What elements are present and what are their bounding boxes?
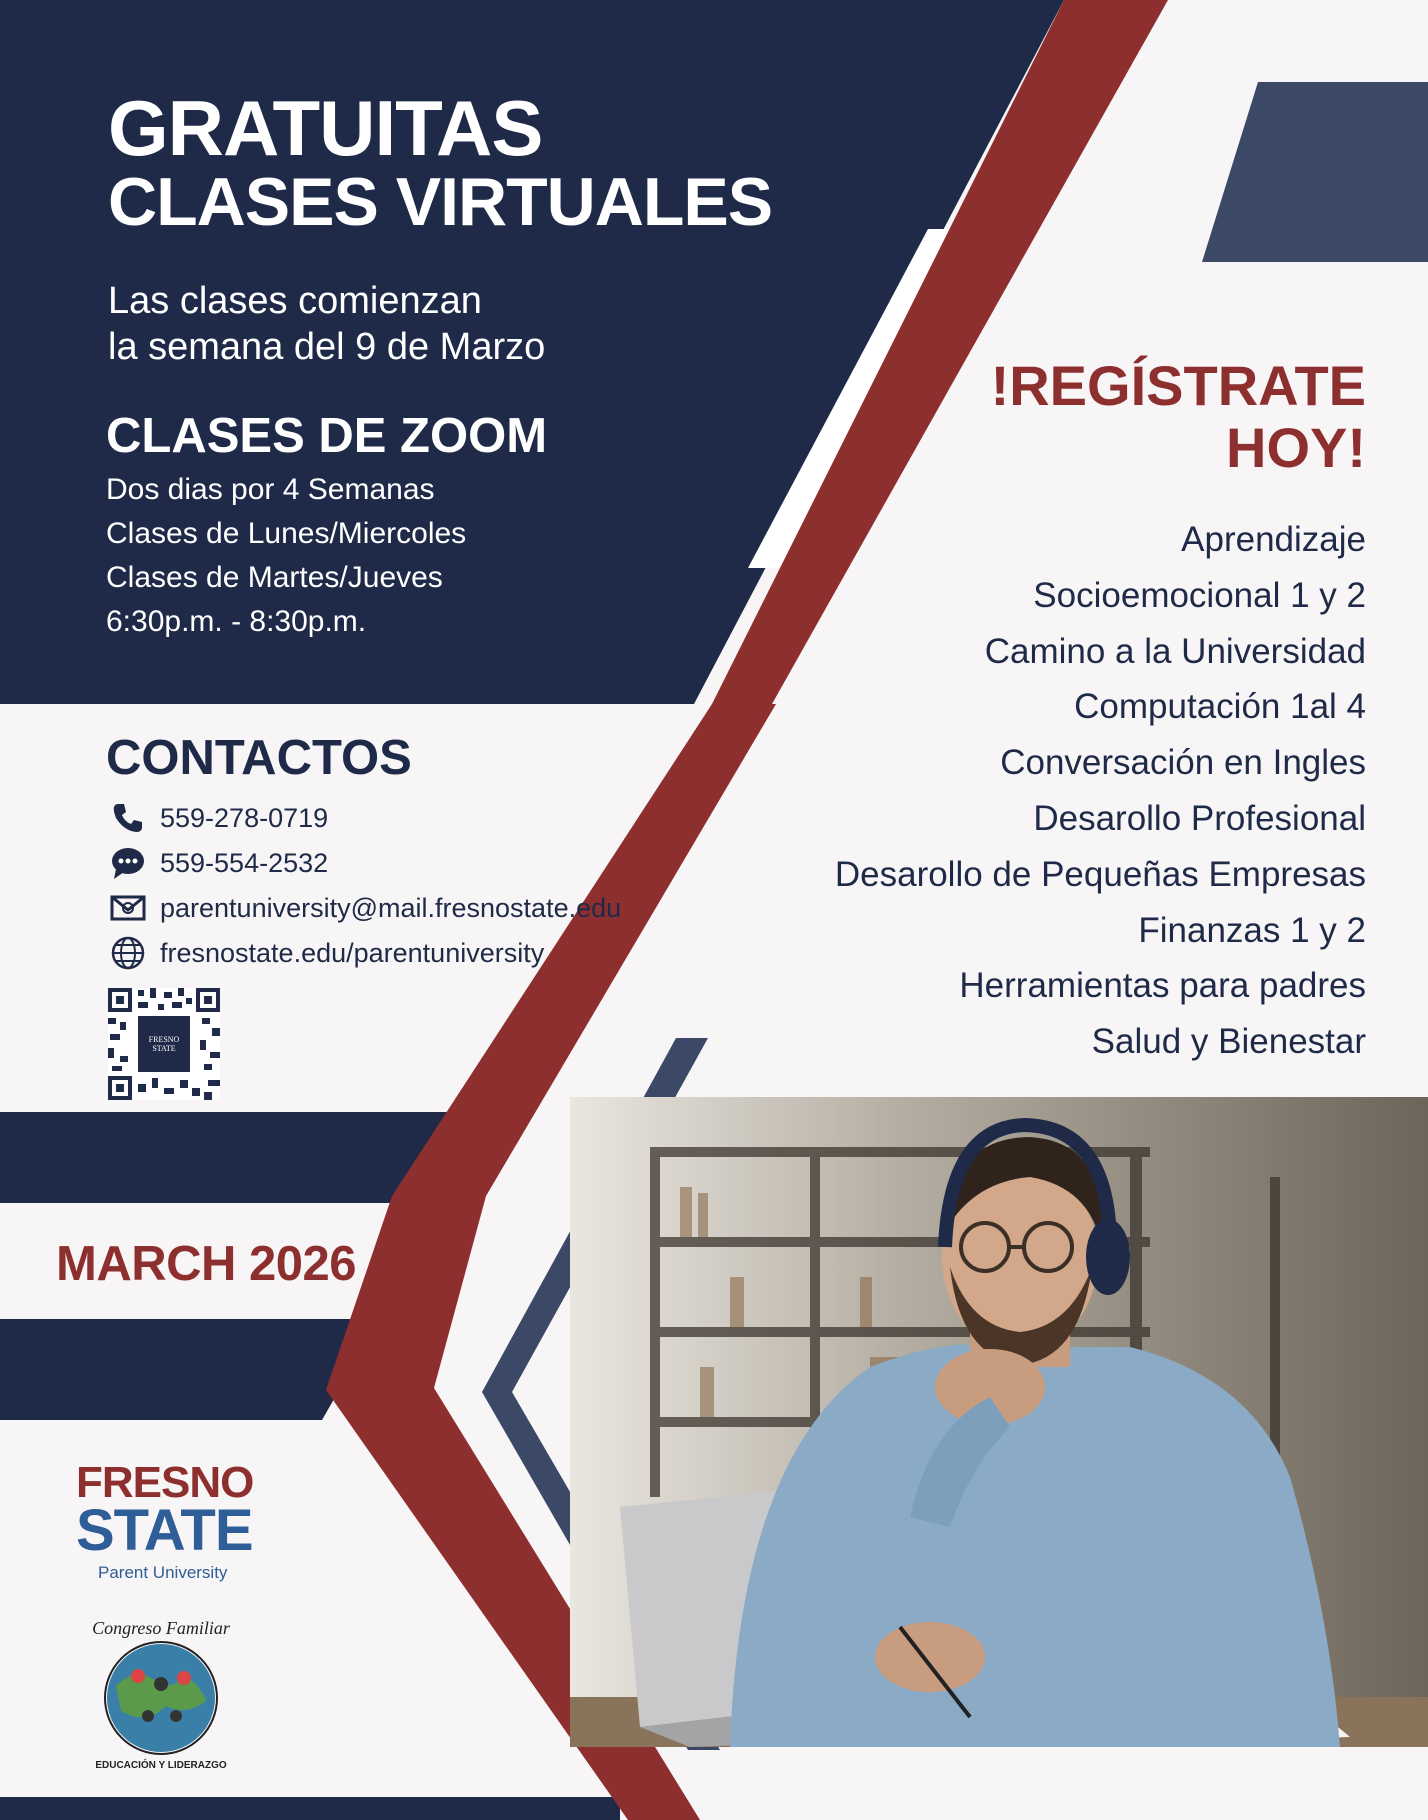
navy-band-lower bbox=[0, 1319, 380, 1420]
contact-phone-row bbox=[110, 800, 328, 836]
fresno-logo-line-2: STATE bbox=[76, 1498, 253, 1563]
phone-icon bbox=[110, 800, 146, 836]
course-item: Camino a la Universidad bbox=[984, 632, 1366, 671]
course-item: Aprendizaje bbox=[1181, 520, 1366, 559]
register-heading-line-2: HOY! bbox=[1226, 416, 1366, 479]
congreso-subtitle: EDUCACIÓN Y LIDERAZGO bbox=[95, 1760, 227, 1771]
contact-email-text[interactable]: parentuniversity@mail.fresnostate.edu bbox=[160, 892, 622, 923]
subtitle bbox=[108, 278, 545, 370]
chat-bubble-icon bbox=[110, 845, 146, 881]
congreso-title: Congreso Familiar bbox=[92, 1618, 230, 1638]
contacts-heading: CONTACTOS bbox=[106, 731, 412, 785]
email-icon bbox=[110, 890, 146, 926]
subtitle-line-2: la semana del 9 de Marzo bbox=[108, 326, 546, 368]
course-item: Computación 1al 4 bbox=[1074, 687, 1366, 726]
contact-email-row bbox=[110, 890, 621, 926]
contact-web-text[interactable]: fresnostate.edu/parentuniversity bbox=[160, 937, 545, 968]
title-line-2: CLASES VIRTUALES bbox=[108, 164, 773, 240]
zoom-line: 6:30p.m. - 8:30p.m. bbox=[106, 605, 367, 638]
course-item: Conversación en Ingles bbox=[1000, 743, 1366, 782]
zoom-line: Clases de Lunes/Miercoles bbox=[106, 517, 467, 550]
subtitle-line-1: Las clases comienzan bbox=[108, 280, 482, 322]
svg-text:STATE: STATE bbox=[152, 1044, 176, 1053]
course-item: Salud y Bienestar bbox=[1091, 1022, 1366, 1061]
date-label: MARCH 2026 bbox=[56, 1237, 356, 1291]
fresno-state-logo bbox=[76, 1458, 276, 1584]
qr-center-logo: FRESNO bbox=[148, 1035, 180, 1044]
student-photo bbox=[570, 1097, 1428, 1747]
title-line-1: GRATUITAS bbox=[108, 84, 543, 172]
contact-phone-text[interactable]: 559-278-0719 bbox=[160, 802, 329, 833]
course-item: Desarollo Profesional bbox=[1033, 799, 1366, 838]
fresno-logo-subtitle: Parent University bbox=[98, 1563, 228, 1582]
course-item: Socioemocional 1 y 2 bbox=[1033, 576, 1366, 615]
contact-phone2-row bbox=[110, 845, 328, 881]
register-heading-line-1: !REGÍSTRATE bbox=[990, 354, 1366, 417]
zoom-line: Dos dias por 4 Semanas bbox=[106, 473, 435, 506]
contact-phone2-text[interactable]: 559-554-2532 bbox=[160, 847, 329, 878]
qr-code[interactable] bbox=[108, 988, 220, 1100]
fresno-logo-line-1: FRESNO bbox=[76, 1458, 254, 1507]
zoom-heading: CLASES DE ZOOM bbox=[106, 409, 548, 463]
zoom-line: Clases de Martes/Jueves bbox=[106, 561, 443, 594]
globe-icon bbox=[110, 935, 146, 971]
congreso-familiar-logo bbox=[76, 1606, 246, 1776]
contact-web-row bbox=[110, 935, 544, 971]
course-item: Herramientas para padres bbox=[959, 966, 1366, 1005]
course-item: Desarollo de Pequeñas Empresas bbox=[834, 855, 1366, 894]
course-item: Finanzas 1 y 2 bbox=[1138, 911, 1366, 950]
navy-bottom-strip bbox=[0, 1797, 620, 1820]
